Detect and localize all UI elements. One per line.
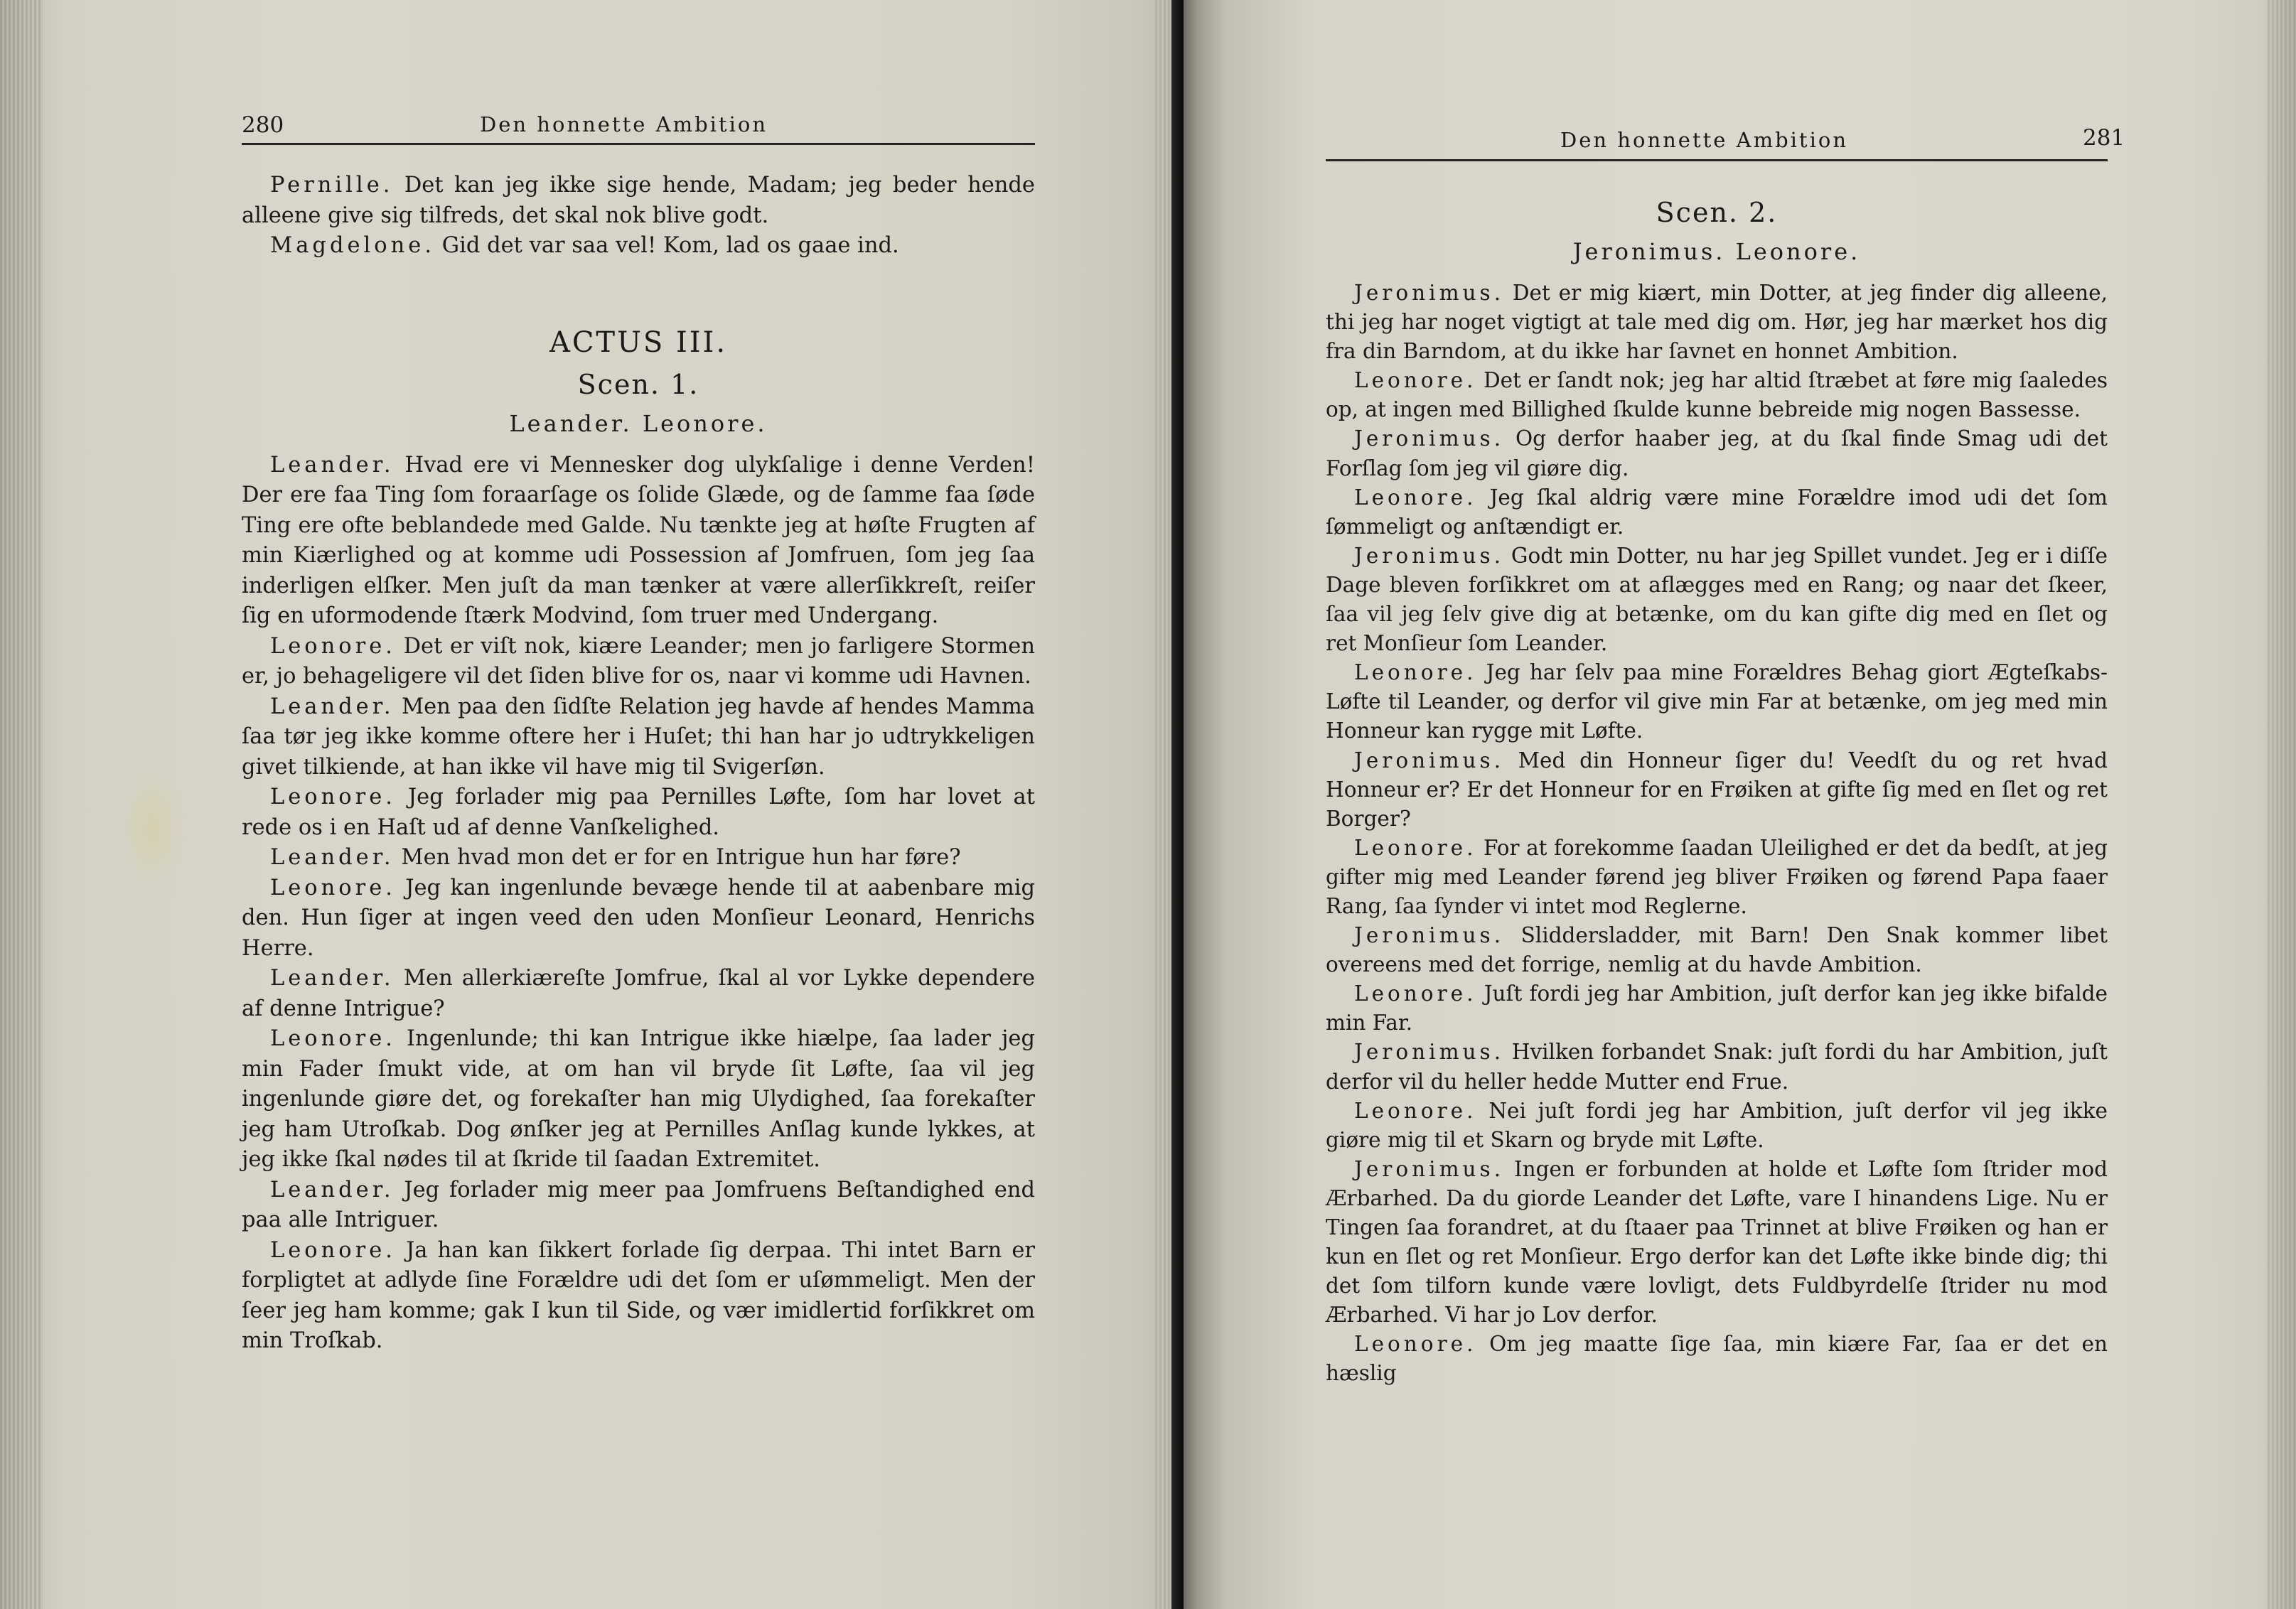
speaker-name: Jeronimus.: [1354, 923, 1505, 948]
scene-heading: Scen. 1.: [577, 368, 699, 400]
dialogue-text: Ja han kan ſikkert forlade ſig derpaa. Thi intet Barn er forpligtet at adlyde ſine Forældre udi det ſom er uſømmeligt. Men der ſeer jeg ham komme; gak I kun til Side, og vær imidlertid forſikkret om min Troſkab.: [242, 1237, 1035, 1353]
dialogue-text: Ingen er forbunden at holde et Løfte ſom ſtrider mod Ærbarhed. Da du giorde Leander det Løfte, vare I hinandens Lige. Nu er Tingen ſaa forandret, at du ſtaaer paa Trinnet at blive Frøiken og han er kun en ſlet og ret Monſieur. Ergo derfor kan det Løfte ikke binde dig; thi det ſom tilforn kunde være lovligt, dets Fuldbyrdelſe ſtrider nu mod Ærbarhed. Vi har jo Lov derfor.: [1326, 1156, 2108, 1328]
dialogue-paragraph: [1326, 424, 2108, 483]
speaker-name: Leonore.: [1354, 1332, 1477, 1357]
running-header: Den honnette Ambition: [480, 112, 768, 136]
dialogue-paragraph: [242, 782, 1035, 843]
dialogue-paragraph: [242, 843, 1035, 873]
page-number: 281: [2083, 125, 2125, 151]
dialogue-text: Hvad ere vi Mennesker dog ulykſalige i denne Verden! Der ere faa Ting ſom foraarſage os ſolide Glæde, og de ſamme faa ſøde Ting ere ofte beblandede med Galde. Nu tænkte jeg at høſte Frugten af min Kiærlighed og at komme udi Possession af Jomfruen, ſom jeg ſaa inderligen elſker. Men juſt da man tænker at være allerſikkreſt, reiſer ſig en uformodende ſtærk Modvind, ſom truer med Undergang.: [242, 452, 1035, 628]
dialogue-paragraph: [1326, 746, 2108, 834]
dialogue-paragraph: [242, 692, 1035, 783]
header-rule: [242, 143, 1035, 145]
speaker-name: Leonore.: [1354, 660, 1477, 685]
speaker-name: Jeronimus.: [1354, 543, 1505, 568]
dialogue-text: Jeg kan ingenlunde bevæge hende til at aabenbare mig den. Hun ſiger at ingen veed den uden Monſieur Leonard, Henrichs Herre.: [242, 875, 1035, 961]
dialogue-text: Jeg forlader mig paa Pernilles Løfte, ſom har lovet at rede os i en Haſt ud af denne Vanſkelighed.: [242, 785, 1035, 840]
speaker-name: Jeronimus.: [1354, 281, 1505, 305]
speaker-name: Leander.: [270, 452, 395, 478]
dialogue-text: Ingenlunde; thi kan Intrigue ikke hiælpe, ſaa lader jeg min Fader ſmukt vide, at om han vil bryde ſit Løfte, ſaa vil jeg ingenlunde giøre det, og forekaſter han mig Ulydighed, ſaa forekaſter jeg ham Utroſkab. Dog ønſker jeg at Pernilles Anſlag kunde lykkes, at jeg ikke ſkal nødes til at ſkride til ſaadan Extremitet.: [242, 1026, 1035, 1172]
page-edge: [2268, 0, 2296, 1609]
speaker-name: Leonore.: [1354, 835, 1477, 860]
dialogue-text: Det er mig kiært, min Dotter, at jeg finder dig alleene, thi jeg har noget vigtigt at tale med dig om. Hør, jeg har mærket hos dig fra din Barndom, at du ikke har ſavnet en honnet Ambition.: [1326, 281, 2108, 364]
dialogue-text: Sliddersladder, mit Barn! Den Snak kommer libet overeens med det forrige, nemlig at du havde Ambition.: [1326, 923, 2108, 977]
dialogue-text: Gid det var saa vel! Kom, lad os gaae ind.: [435, 233, 899, 258]
speaker-name: Leonore.: [270, 1026, 396, 1051]
dialogue-paragraph: [1326, 279, 2108, 366]
right-text-column: [1326, 192, 2108, 1389]
dialogue-paragraph: [1326, 1155, 2108, 1330]
speaker-name: Leonore.: [270, 633, 396, 659]
dialogue-paragraph: [1326, 1097, 2108, 1155]
page-edge: [0, 0, 43, 1609]
dialogue-paragraph: [242, 632, 1035, 692]
speaker-name: Jeronimus.: [1354, 748, 1505, 773]
speaker-name: Leander.: [270, 694, 395, 719]
dialogue-paragraph: [1326, 834, 2108, 921]
dialogue-text: Men allerkiæreſte Jomfrue, ſkal al vor Lykke dependere af denne Intrigue?: [242, 966, 1035, 1021]
dialogue-text: Godt min Dotter, nu har jeg Spillet vundet. Jeg er i diſſe Dage bleven forſikkret om at aflægges med en Rang; og naar det ſkeer, ſaa vil jeg ſelv give dig at betænke, om du kan gifte dig med en ſlet og ret Monſieur ſom Leander.: [1326, 543, 2108, 656]
dialogue-paragraph: [242, 1024, 1035, 1175]
dialogue-text: Men hvad mon det er for en Intrigue hun har føre?: [394, 845, 961, 870]
dialogue-paragraph: [1326, 921, 2108, 979]
speaker-name: Leonore.: [270, 1237, 396, 1263]
speaker-name: Leonore.: [1354, 1098, 1477, 1123]
dialogue-text: Juſt fordi jeg har Ambition, juſt derfor kan jeg ikke bifalde min Far.: [1326, 981, 2108, 1035]
dialogue-text: Jeg ſkal aldrig være mine Forældre imod udi det ſom ſømmeligt og anſtændigt er.: [1326, 485, 2108, 539]
dialogue-block: [1326, 279, 2108, 1389]
scene-heading: Scen. 2.: [1656, 197, 1778, 228]
dialogue-paragraph: [1326, 366, 2108, 424]
running-header: Den honnette Ambition: [1560, 128, 1848, 152]
dialogue-paragraph: [1326, 1330, 2108, 1388]
dialogue-paragraph: [242, 1175, 1035, 1236]
right-page: [1184, 0, 2296, 1609]
dialogue-text: Det er ſandt nok; jeg har altid ſtræbet at føre mig ſaaledes op, at ingen med Billighed ſkulde kunne bebreide mig nogen Bassesse.: [1326, 368, 2108, 422]
dialogue-text: Nei juſt fordi jeg har Ambition, juſt derfor vil jeg ikke giøre mig til et Skarn og bryde mit Løfte.: [1326, 1098, 2108, 1152]
dialogue-paragraph: [1326, 542, 2108, 658]
speaker-name: Leander.: [270, 845, 395, 870]
header-rule: [1326, 159, 2108, 161]
dialogue-text: Jeg har ſelv paa mine Forældres Behag giort Ægteſkabs-Løfte til Leander, og derfor vil give min Far at betænke, om jeg med min Honneur kan rygge mit Løfte.: [1326, 660, 2108, 743]
dialogue-text: Med din Honneur ſiger du! Veedſt du og ret hvad Honneur er? Er det Honneur for en Frøiken at gifte ſig med en ſlet og ret Borger?: [1326, 748, 2108, 831]
dialogue-paragraph: [242, 1236, 1035, 1357]
scene-cast: Jeronimus. Leonore.: [1572, 238, 1861, 265]
previous-scene-ending: [242, 171, 1035, 262]
left-text-column: [242, 171, 1035, 1357]
scene-cast: Leander. Leonore.: [509, 409, 768, 437]
paper-stain: [121, 768, 185, 888]
speaker-name: Pernille.: [270, 173, 394, 198]
speaker-name: Leonore.: [1354, 981, 1477, 1006]
dialogue-text: Om jeg maatte ſige ſaa, min kiære Far, ſaa er det en hæslig: [1326, 1332, 2108, 1386]
dialogue-text: Og derfor haaber jeg, at du ſkal finde Smag udi det Forſlag ſom jeg vil giøre dig.: [1326, 426, 2108, 480]
speaker-name: Jeronimus.: [1354, 1156, 1505, 1181]
dialogue-paragraph: [1326, 658, 2108, 746]
dialogue-text: Det er viſt nok, kiære Leander; men jo farligere Stormen er, jo behageligere vil det ſiden blive for os, naar vi komme udi Havnen.: [242, 633, 1035, 689]
speaker-name: Magdelone.: [270, 233, 436, 258]
speaker-name: Jeronimus.: [1354, 426, 1505, 451]
dialogue-paragraph: [242, 231, 1035, 262]
speaker-name: Leander.: [270, 966, 395, 991]
speaker-name: Leonore.: [270, 875, 396, 900]
speaker-name: Leander.: [270, 1177, 395, 1202]
speaker-name: Leonore.: [1354, 485, 1477, 510]
dialogue-text: Hvilken forbandet Snak: juſt fordi du har Ambition, juſt derfor vil du heller hedde Mutter end Frue.: [1326, 1040, 2108, 1094]
dialogue-paragraph: [242, 873, 1035, 964]
dialogue-paragraph: [1326, 1038, 2108, 1096]
page-number: 280: [242, 112, 284, 138]
dialogue-paragraph: [242, 451, 1035, 632]
speaker-name: Jeronimus.: [1354, 1040, 1505, 1065]
dialogue-text: For at forekomme ſaadan Uleilighed er det da bedſt, at jeg gifter mig med Leander førend jeg bliver Frøiken og førend Papa faaer Rang, ſaa ſynder vi intet mod Reglerne.: [1326, 835, 2108, 918]
speaker-name: Leonore.: [270, 785, 396, 809]
dialogue-text: Det kan jeg ikke sige hende, Madam; jeg beder hende alleene give sig tilfreds, det skal nok blive godt.: [242, 173, 1035, 228]
dialogue-text: Men paa den ſidſte Relation jeg havde af hendes Mamma ſaa tør jeg ikke komme oftere her i Huſet; thi han har jo udtrykkeligen givet tilkiende, at han ikke vil have mig til Svigerſøn.: [242, 694, 1035, 780]
dialogue-paragraph: [242, 964, 1035, 1024]
dialogue-paragraph: [1326, 483, 2108, 542]
dialogue-text: Jeg forlader mig meer paa Jomfruens Beſtandighed end paa alle Intriguer.: [242, 1177, 1035, 1232]
speaker-name: Leonore.: [1354, 368, 1477, 393]
act-heading: ACTUS III.: [549, 325, 728, 359]
dialogue-block: [242, 451, 1035, 1357]
dialogue-paragraph: [242, 171, 1035, 231]
dialogue-paragraph: [1326, 979, 2108, 1038]
